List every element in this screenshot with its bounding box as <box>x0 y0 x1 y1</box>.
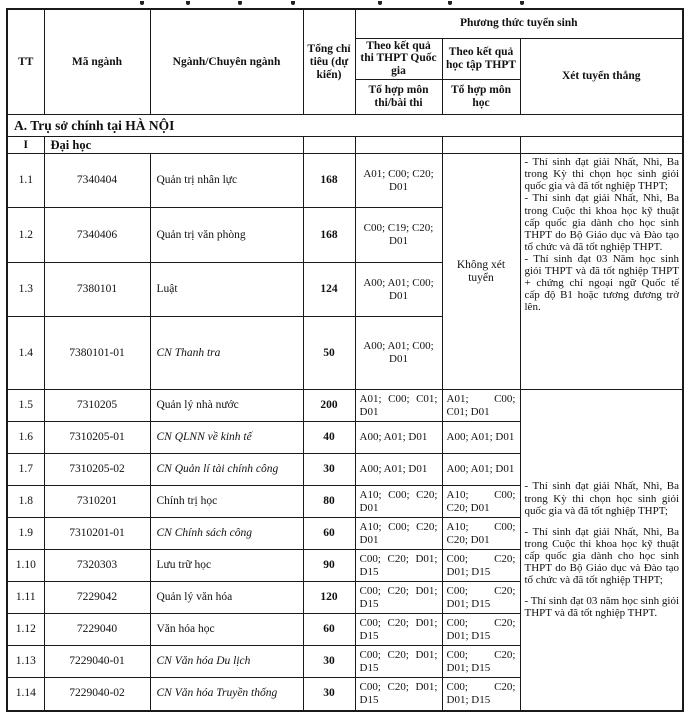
empty-cell <box>442 137 520 154</box>
clipped-glyph <box>140 1 144 5</box>
cell-to-hop-hoc: C00; C20; D01; D15 <box>442 550 520 582</box>
cell-nganh: Quản lý văn hóa <box>150 582 303 614</box>
cell-nganh: CN Văn hóa Truyền thống <box>150 678 303 711</box>
cell-ma-nganh: 7310205-02 <box>44 454 150 486</box>
cell-chi-tieu: 30 <box>303 454 355 486</box>
cell-ma-nganh: 7310205 <box>44 390 150 422</box>
cell-ma-nganh: 7340406 <box>44 208 150 263</box>
cell-chi-tieu: 168 <box>303 208 355 263</box>
table-row <box>7 390 683 422</box>
cell-ma-nganh: 7380101-01 <box>44 317 150 390</box>
cell-chi-tieu: 60 <box>303 614 355 646</box>
cell-tt: 1.6 <box>7 422 44 454</box>
cell-ma-nganh: 7229040-01 <box>44 646 150 678</box>
cell-tt: 1.7 <box>7 454 44 486</box>
empty-cell <box>303 137 355 154</box>
cell-to-hop-thi: A01; C00; C20; D01 <box>355 154 442 208</box>
cell-tt: 1.14 <box>7 678 44 711</box>
cell-to-hop-thi: A10; C00; C20; D01 <box>355 486 442 518</box>
cell-chi-tieu: 124 <box>303 263 355 317</box>
cell-ma-nganh: 7320303 <box>44 550 150 582</box>
cell-nganh: Chính trị học <box>150 486 303 518</box>
cell-to-hop-hoc: C00; C20; D01; D15 <box>442 678 520 711</box>
header-row-1 <box>7 9 683 38</box>
cell-ma-nganh: 7229040-02 <box>44 678 150 711</box>
empty-cell <box>520 137 683 154</box>
xet-bullet: - Thí sinh đạt giải Nhất, Nhì, Ba trong Kỳ thi chọn học sinh giỏi quốc gia và đã tốt nghiệp THPT; <box>524 156 680 193</box>
xet-bullet: - Thí sinh đạt giải Nhất, Nhì, Ba trong Cuộc thi khoa học kỹ thuật cấp quốc gia dành cho học sinh THPT do Bộ Giáo dục và Đào tạo tổ chức và đã tốt nghiệp THPT; <box>524 525 680 587</box>
cell-to-hop-thi: A01; C00; C01; D01 <box>355 390 442 422</box>
section-label: Đại học <box>44 137 303 154</box>
col-header-tt: TT <box>7 9 44 115</box>
cell-chi-tieu: 200 <box>303 390 355 422</box>
cell-to-hop-thi: A10; C00; C20; D01 <box>355 518 442 550</box>
cell-to-hop-thi: A00; A01; D01 <box>355 422 442 454</box>
cell-ma-nganh: 7310201-01 <box>44 518 150 550</box>
cell-chi-tieu: 60 <box>303 518 355 550</box>
cell-tt: 1.2 <box>7 208 44 263</box>
col-header-to-hop-mon-hoc: Tổ hợp môn học <box>442 80 520 115</box>
section-row-hanoi <box>7 115 683 137</box>
cell-chi-tieu: 120 <box>303 582 355 614</box>
cell-chi-tieu: 168 <box>303 154 355 208</box>
cell-to-hop-hoc: C00; C20; D01; D15 <box>442 614 520 646</box>
cell-ma-nganh: 7229040 <box>44 614 150 646</box>
cell-tt: 1.4 <box>7 317 44 390</box>
cell-tt: 1.3 <box>7 263 44 317</box>
cell-tt: 1.1 <box>7 154 44 208</box>
col-header-to-hop-mon-thi: Tổ hợp môn thi/bài thi <box>355 80 442 115</box>
cell-chi-tieu: 40 <box>303 422 355 454</box>
xet-bullet: - Thí sinh đạt 03 năm học sinh giỏi THPT và đã tốt nghiệp THPT. <box>524 595 680 620</box>
col-header-theo-ket-qua-thi: Theo kết quả thi THPT Quốc gia <box>355 38 442 80</box>
xet-bullet: - Thí sinh đạt giải Nhất, Nhì, Ba trong Kỳ thi chọn học sinh giỏi quốc gia và đã tốt nghiệp THPT; <box>524 480 680 517</box>
cell-to-hop-hoc: A00; A01; D01 <box>442 454 520 486</box>
cell-nganh: CN Chính sách công <box>150 518 303 550</box>
cell-nganh: Văn hóa học <box>150 614 303 646</box>
cell-to-hop-hoc: A10; C00; C20; D01 <box>442 486 520 518</box>
clipped-glyph <box>238 1 242 5</box>
cell-chi-tieu: 50 <box>303 317 355 390</box>
cell-tt: 1.10 <box>7 550 44 582</box>
cell-tt: 1.9 <box>7 518 44 550</box>
col-header-tong-chi-tieu: Tổng chỉ tiêu (dự kiến) <box>303 9 355 115</box>
cell-xet-tuyen-thang-group1 <box>520 154 683 390</box>
cell-nganh: CN QLNN về kinh tế <box>150 422 303 454</box>
cell-chi-tieu: 30 <box>303 646 355 678</box>
clipped-glyph <box>448 1 452 5</box>
clipped-glyph <box>520 1 524 5</box>
cell-tt: 1.5 <box>7 390 44 422</box>
cell-to-hop-thi: C00; C20; D01; D15 <box>355 614 442 646</box>
cell-chi-tieu: 80 <box>303 486 355 518</box>
cell-nganh: Quản trị nhân lực <box>150 154 303 208</box>
cell-to-hop-thi: A00; A01; D01 <box>355 454 442 486</box>
cell-nganh: CN Văn hóa Du lịch <box>150 646 303 678</box>
cell-khong-xet-tuyen: Không xét tuyển <box>442 154 520 390</box>
cell-to-hop-thi: C00; C20; D01; D15 <box>355 678 442 711</box>
section-row-dai-hoc <box>7 137 683 154</box>
col-header-nganh: Ngành/Chuyên ngành <box>150 9 303 115</box>
cell-to-hop-thi: A00; A01; C00; D01 <box>355 317 442 390</box>
cell-to-hop-hoc: A00; A01; D01 <box>442 422 520 454</box>
cell-ma-nganh: 7310205-01 <box>44 422 150 454</box>
cell-nganh: CN Quản lí tài chính công <box>150 454 303 486</box>
table-row <box>7 154 683 208</box>
cell-to-hop-thi: C00; C20; D01; D15 <box>355 582 442 614</box>
cell-tt: 1.13 <box>7 646 44 678</box>
cell-ma-nganh: 7380101 <box>44 263 150 317</box>
cell-to-hop-thi: C00; C19; C20; D01 <box>355 208 442 263</box>
col-header-ma-nganh: Mã ngành <box>44 9 150 115</box>
cell-to-hop-thi: A00; A01; C00; D01 <box>355 263 442 317</box>
cell-nganh: Luật <box>150 263 303 317</box>
cell-tt: 1.11 <box>7 582 44 614</box>
cell-to-hop-hoc: C00; C20; D01; D15 <box>442 582 520 614</box>
cell-ma-nganh: 7310201 <box>44 486 150 518</box>
cell-nganh: Quản lý nhà nước <box>150 390 303 422</box>
cell-nganh: Lưu trữ học <box>150 550 303 582</box>
cell-chi-tieu: 30 <box>303 678 355 711</box>
cell-to-hop-thi: C00; C20; D01; D15 <box>355 550 442 582</box>
clipped-glyph <box>378 1 382 5</box>
cell-to-hop-hoc: A10; C00; C20; D01 <box>442 518 520 550</box>
cell-nganh: Quản trị văn phòng <box>150 208 303 263</box>
section-title: A. Trụ sở chính tại HÀ NỘI <box>7 115 683 137</box>
cell-to-hop-hoc: C00; C20; D01; D15 <box>442 646 520 678</box>
xet-bullet: - Thí sinh đạt giải Nhất, Nhì, Ba trong Cuộc thi khoa học kỹ thuật cấp quốc gia dành cho học sinh THPT do Bộ Giáo dục và Đào tạo tổ chức và đã tốt nghiệp THPT. <box>524 192 680 253</box>
col-header-theo-ket-qua-hoc-tap: Theo kết quả học tập THPT <box>442 38 520 80</box>
col-header-phuong-thuc: Phương thức tuyển sinh <box>355 9 683 38</box>
clipped-glyph <box>291 1 295 5</box>
admission-table <box>6 8 684 712</box>
cell-to-hop-hoc: A01; C00; C01; D01 <box>442 390 520 422</box>
cell-to-hop-thi: C00; C20; D01; D15 <box>355 646 442 678</box>
cell-xet-tuyen-thang-group2 <box>520 390 683 711</box>
cell-nganh: CN Thanh tra <box>150 317 303 390</box>
empty-cell <box>355 137 442 154</box>
cell-tt: 1.12 <box>7 614 44 646</box>
section-tt: I <box>7 137 44 154</box>
xet-bullet: - Thí sinh đạt 03 Năm học sinh giỏi THPT và đã tốt nghiệp THPT + chứng chỉ ngoại ngữ Quốc tế cấp độ B1 hoặc tương đương trở lên. <box>524 252 680 314</box>
cell-ma-nganh: 7229042 <box>44 582 150 614</box>
col-header-xet-tuyen-thang: Xét tuyển thẳng <box>520 38 683 115</box>
cell-tt: 1.8 <box>7 486 44 518</box>
cell-chi-tieu: 90 <box>303 550 355 582</box>
clipped-glyph <box>186 1 190 5</box>
cell-ma-nganh: 7340404 <box>44 154 150 208</box>
